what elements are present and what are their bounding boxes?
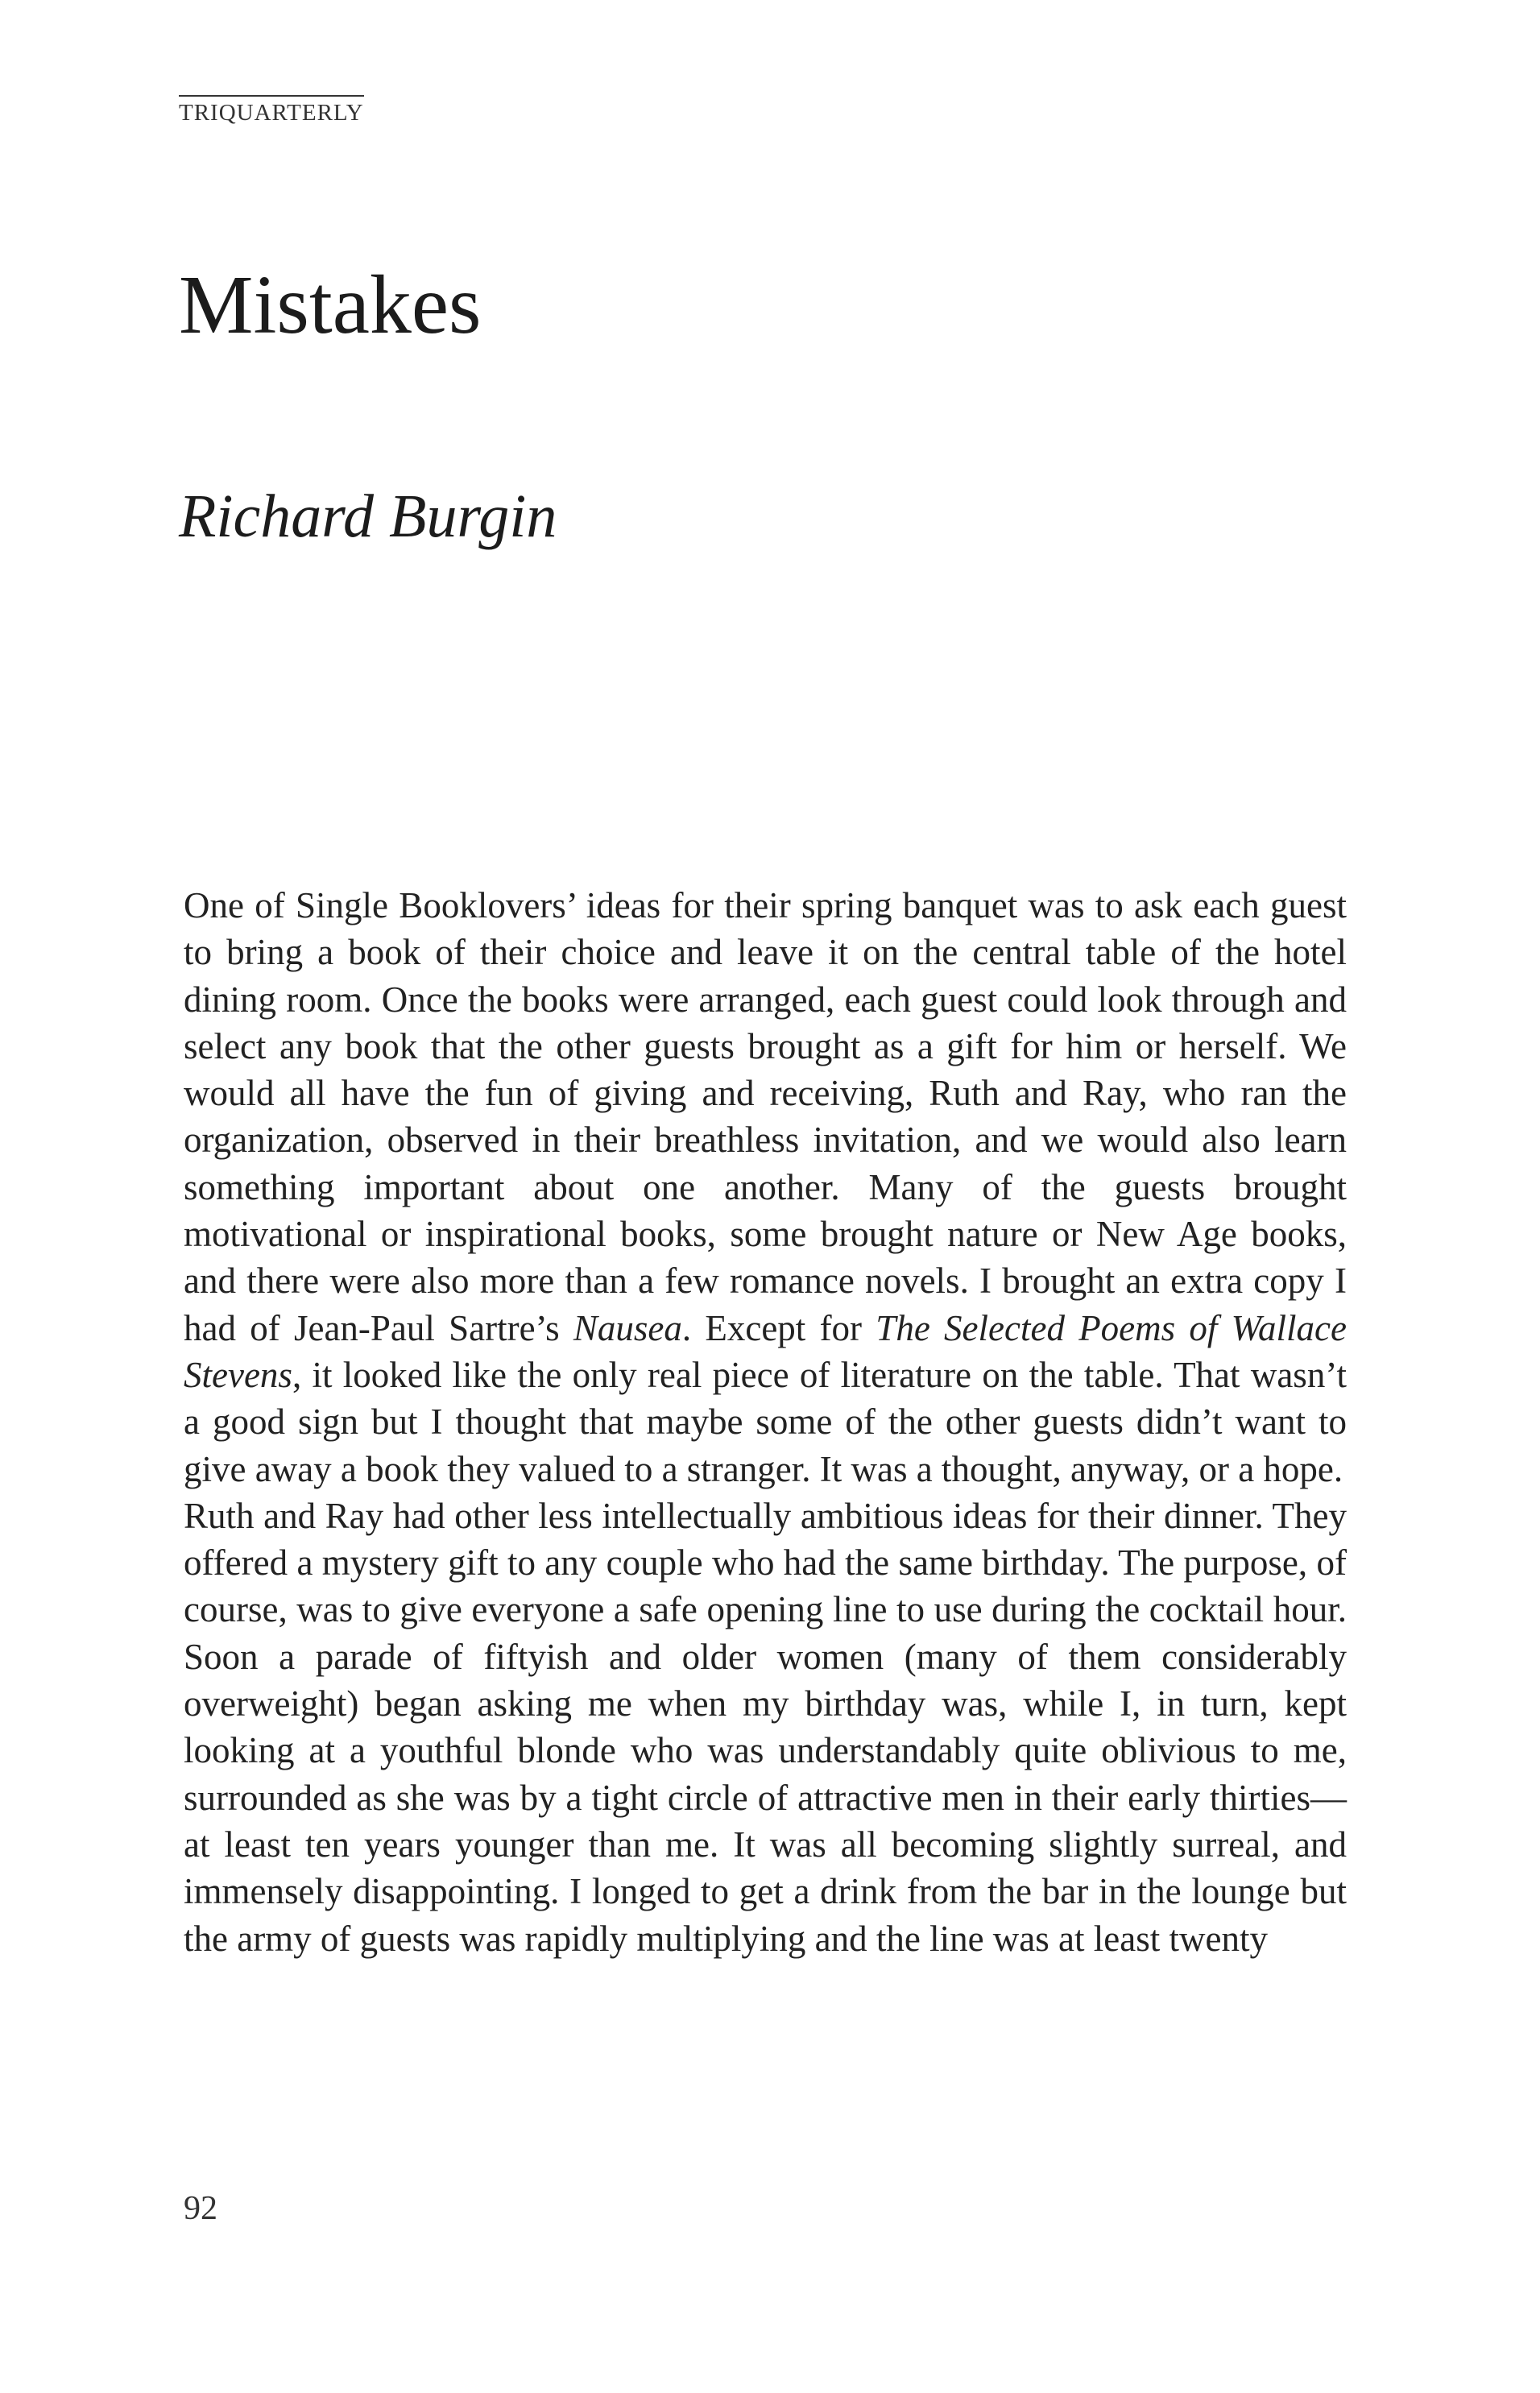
paragraph-1 xyxy=(184,882,1347,1493)
page-number: 92 xyxy=(184,2190,217,2227)
story-title: Mistakes xyxy=(179,259,482,351)
paragraph-2 xyxy=(184,1493,1347,1962)
book-title-stevens: The Selected Poems of Wallace Stevens xyxy=(184,1307,1347,1395)
paragraph-1-text-b: . Except for xyxy=(681,1307,876,1348)
book-title-nausea: Nausea xyxy=(573,1307,682,1348)
paragraph-2-text: Ruth and Ray had other less intellectually ambitious ideas for their dinner. They offered a mystery gift to any couple who had the same birthday. The purpose, of course, was to give everyone a safe opening line to use during the cocktail hour. Soon a parade of fiftyish and older women (many of them considerably overweight) began asking me when my birthday was, while I, in turn, kept looking at a youthful blonde who was understandably quite oblivious to me, surrounded as she was by a tight circle of attractive men in their early thirties—at least ten years younger than me. It was all becoming slightly surreal, and immensely disappointing. I longed to get a drink from the bar in the lounge but the army of guests was rapidly multiplying and the line was at least twenty xyxy=(184,1495,1347,1959)
paragraph-1-text-c: , it looked like the only real piece of literature on the table. That wasn’t a good sign but I thought that maybe some of the other guests didn’t want to give away a book they valued to a stranger. It was a thought, anyway, or a hope. xyxy=(184,1354,1347,1489)
author-name: Richard Burgin xyxy=(179,482,557,550)
paragraph-1-text-a: One of Single Booklovers’ ideas for their spring banquet was to ask each guest to bring a book of their choice and leave it on the central table of the hotel dining room. Once the books were arranged, each guest could look through and select any book that the other guests brought as a gift for him or herself. We would all have the fun of giving and receiving, Ruth and Ray, who ran the organization, observed in their breathless invitation, and we would also learn something important about one another. Many of the guests brought motivational or inspirational books, some brought nature or New Age books, and there were also more than a few romance novels. I brought an extra copy I had of Jean-Paul Sartre’s xyxy=(184,885,1347,1348)
story-body xyxy=(184,882,1347,1962)
running-head: TRIQUARTERLY xyxy=(179,95,364,126)
